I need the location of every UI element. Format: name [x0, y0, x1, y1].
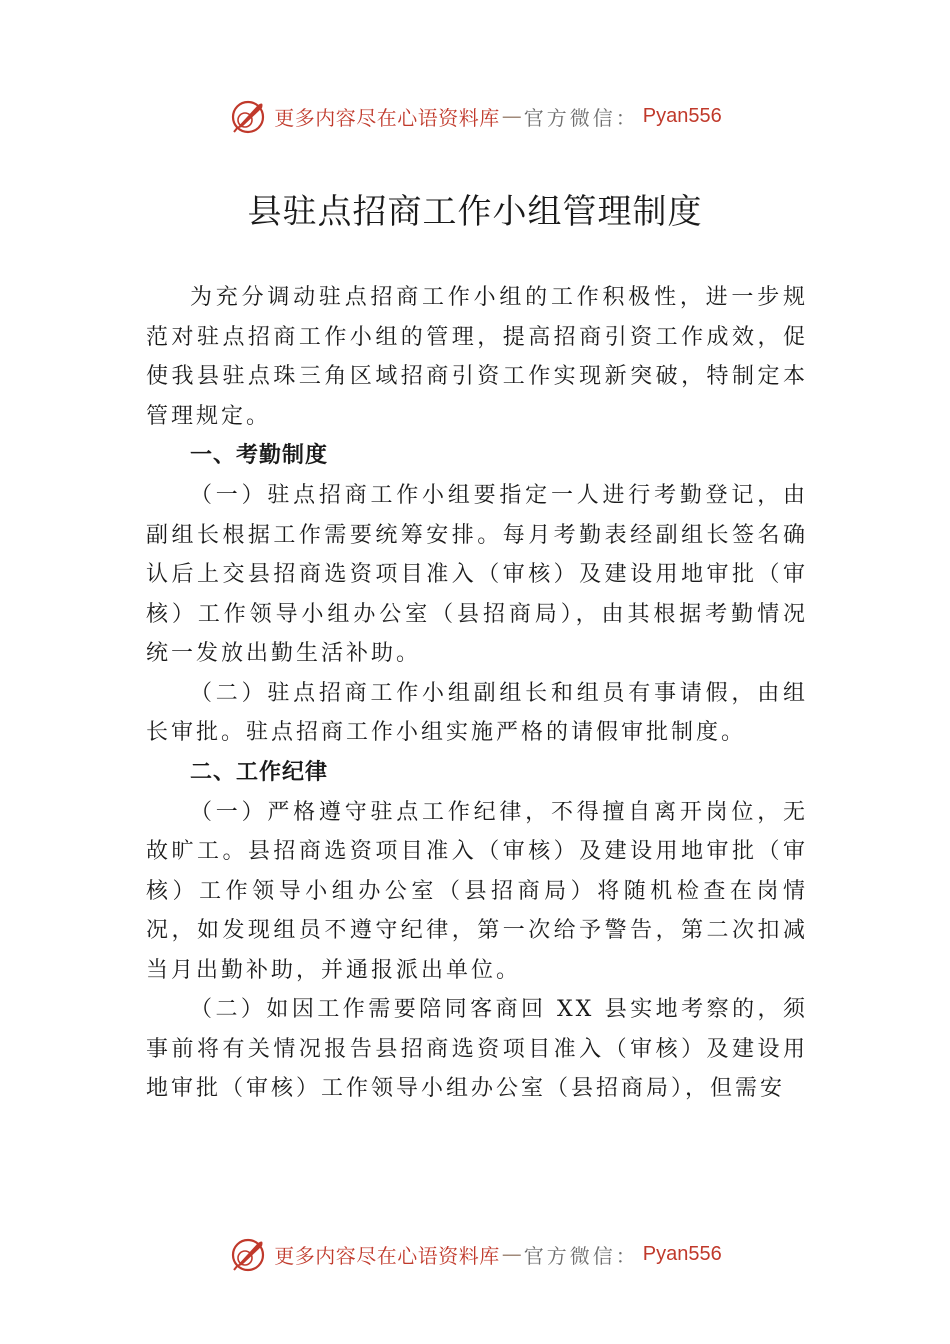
watermark-office-label: 官方微信：	[523, 1243, 639, 1268]
quill-logo-icon	[228, 96, 268, 136]
attendance-paragraph-1: （一）驻点招商工作小组要指定一人进行考勤登记，由副组长根据工作需要统筹安排。每月考勤表经副组长签名确认后上交县招商选资项目准入（审核）及建设用地审批（审核）工作领导小组办公室（县招商局），由其根据考勤情况统一发放出勤生活补助。	[146, 483, 808, 666]
section-heading-discipline: 二、工作纪律	[190, 759, 329, 785]
document-title: 县驻点招商工作小组管理制度	[247, 192, 703, 232]
watermark-brand: 更多内容尽在心语资料库	[274, 105, 500, 130]
document-body	[146, 278, 808, 1109]
discipline-paragraph-1: （一）严格遵守驻点工作纪律，不得擅自离开岗位，无故旷工。县招商选资项目准入（审核）及建设用地审批（审核）工作领导小组办公室（县招商局）将随机检查在岗情况，如发现组员不遵守纪律，第一次给予警告，第二次扣减当月出勤补助，并通报派出单位。	[146, 799, 808, 983]
section-heading-attendance: 一、考勤制度	[190, 443, 329, 468]
watermark-wechat-id: Pyan556	[642, 104, 722, 127]
watermark-brand: 更多内容尽在心语资料库	[274, 1243, 500, 1268]
watermark-wechat-id: Pyan556	[642, 1242, 722, 1265]
watermark-dash: —	[501, 1242, 522, 1266]
quill-logo-icon	[228, 1234, 268, 1274]
discipline-paragraph-2: （二）如因工作需要陪同客商回 XX 县实地考察的，须事前将有关情况报告县招商选资项目准入（审核）及建设用地审批（审核）工作领导小组办公室（县招商局），但需安	[146, 997, 808, 1101]
watermark-banner-top	[0, 92, 950, 140]
intro-paragraph: 为充分调动驻点招商工作小组的工作积极性，进一步规范对驻点招商工作小组的管理，提高招商引资工作成效，促使我县驻点珠三角区域招商引资工作实现新突破，特制定本管理规定。	[146, 285, 808, 429]
watermark-office-label: 官方微信：	[523, 105, 639, 130]
attendance-paragraph-2: （二）驻点招商工作小组副组长和组员有事请假，由组长审批。驻点招商工作小组实施严格的请假审批制度。	[146, 680, 808, 745]
watermark-banner-bottom	[0, 1230, 950, 1278]
watermark-dash: —	[501, 104, 522, 128]
